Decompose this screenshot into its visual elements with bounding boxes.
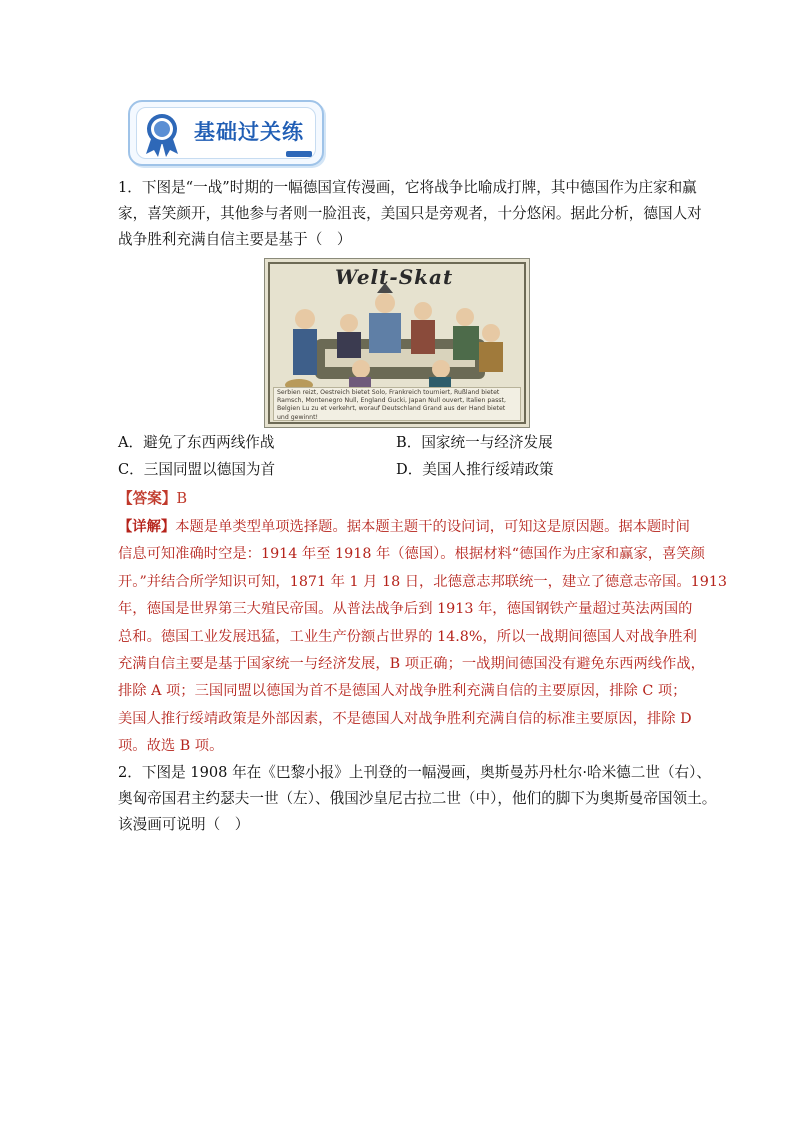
stem-line: 该漫画可说明（ ） <box>118 816 250 833</box>
badge-tag <box>286 151 312 157</box>
detail-line: 本题是单类型单项选择题。据本题主题干的设问词，可知这是原因题。据本题时间 <box>175 519 690 535</box>
detail-line: 美国人推行绥靖政策是外部因素，不是德国人对战争胜利充满自信的标准主要原因，排除 D <box>118 710 692 727</box>
question-1-stem <box>118 175 702 253</box>
detail-line: 年，德国是世界第三大殖民帝国。从普法战争后到 1913 年，德国钢铁产量超过英法两国的 <box>118 601 693 618</box>
detail-line: 开。”并结合所学知识可知，1871 年 1 月 18 日，北德意志邦联统一，建立了德意志帝国。1913 <box>118 573 728 590</box>
option-b: B．国家统一与经济发展 <box>396 434 553 451</box>
welt-skat-cartoon <box>264 258 530 428</box>
stem-line: 家，喜笑颜开，其他参与者则一脸沮丧，美国只是旁观者，十分悠闲。据此分析，德国人对 <box>118 205 702 222</box>
stem-line: 1．下图是“一战”时期的一幅德国宣传漫画，它将战争比喻成打牌，其中德国作为庄家和赢 <box>118 179 697 196</box>
answer-value: B <box>176 490 188 507</box>
stem-line: 战争胜利充满自信主要是基于（ ） <box>118 231 352 248</box>
detail-line: 排除 A 项；三国同盟以德国为首不是德国人对战争胜利充满自信的主要原因，排除 C 项； <box>118 683 687 700</box>
detail-line: 信息可知准确时空是：1914 年至 1918 年（德国）。根据材料“德国作为庄家和赢家，喜笑颜 <box>118 546 705 563</box>
answer-tag: 【答案】 <box>118 490 177 507</box>
question-2-stem <box>118 760 717 838</box>
section-badge <box>128 100 324 166</box>
cartoon-title: Welt-Skat <box>335 265 454 289</box>
stem-line: 2．下图是 1908 年在《巴黎小报》上刊登的一幅漫画，奥斯曼苏丹杜尔·哈米德二世（右）、 <box>118 764 712 781</box>
option-a: A．避免了东西两线作战 <box>118 434 275 451</box>
detail-tag: 【详解】 <box>118 519 176 535</box>
stem-line: 奥匈帝国君主约瑟夫一世（左）、俄国沙皇尼古拉二世（中），他们的脚下为奥斯曼帝国领土。 <box>118 790 717 807</box>
option-c: C．三国同盟以德国为首 <box>118 461 276 478</box>
answer-line <box>118 486 187 512</box>
cartoon-caption: Serbien reizt, Oestreich bietet Solo, Frankreich tourniert, Rußland bietet Ramsch, Montenegro Null, England Gucki, Japan Null ouvert, Italien passt, Belgien Lu zu et verkehrt, worauf Deutschland Grand aus der Hand bietet und gewinnt! <box>273 387 521 421</box>
answer-explanation <box>118 514 728 761</box>
ribbon-medal-icon <box>142 112 182 158</box>
section-title: 基础过关练 <box>194 120 304 144</box>
detail-line: 项。故选 B 项。 <box>118 738 224 755</box>
detail-line: 充满自信主要是基于国家统一与经济发展，B 项正确；一战期间德国没有避免东西两线作战， <box>118 656 705 673</box>
option-d: D．美国人推行绥靖政策 <box>396 461 554 478</box>
detail-line: 总和。德国工业发展迅猛，工业生产份额占世界的 14.8%，所以一战期间德国人对战争胜利 <box>118 628 697 645</box>
